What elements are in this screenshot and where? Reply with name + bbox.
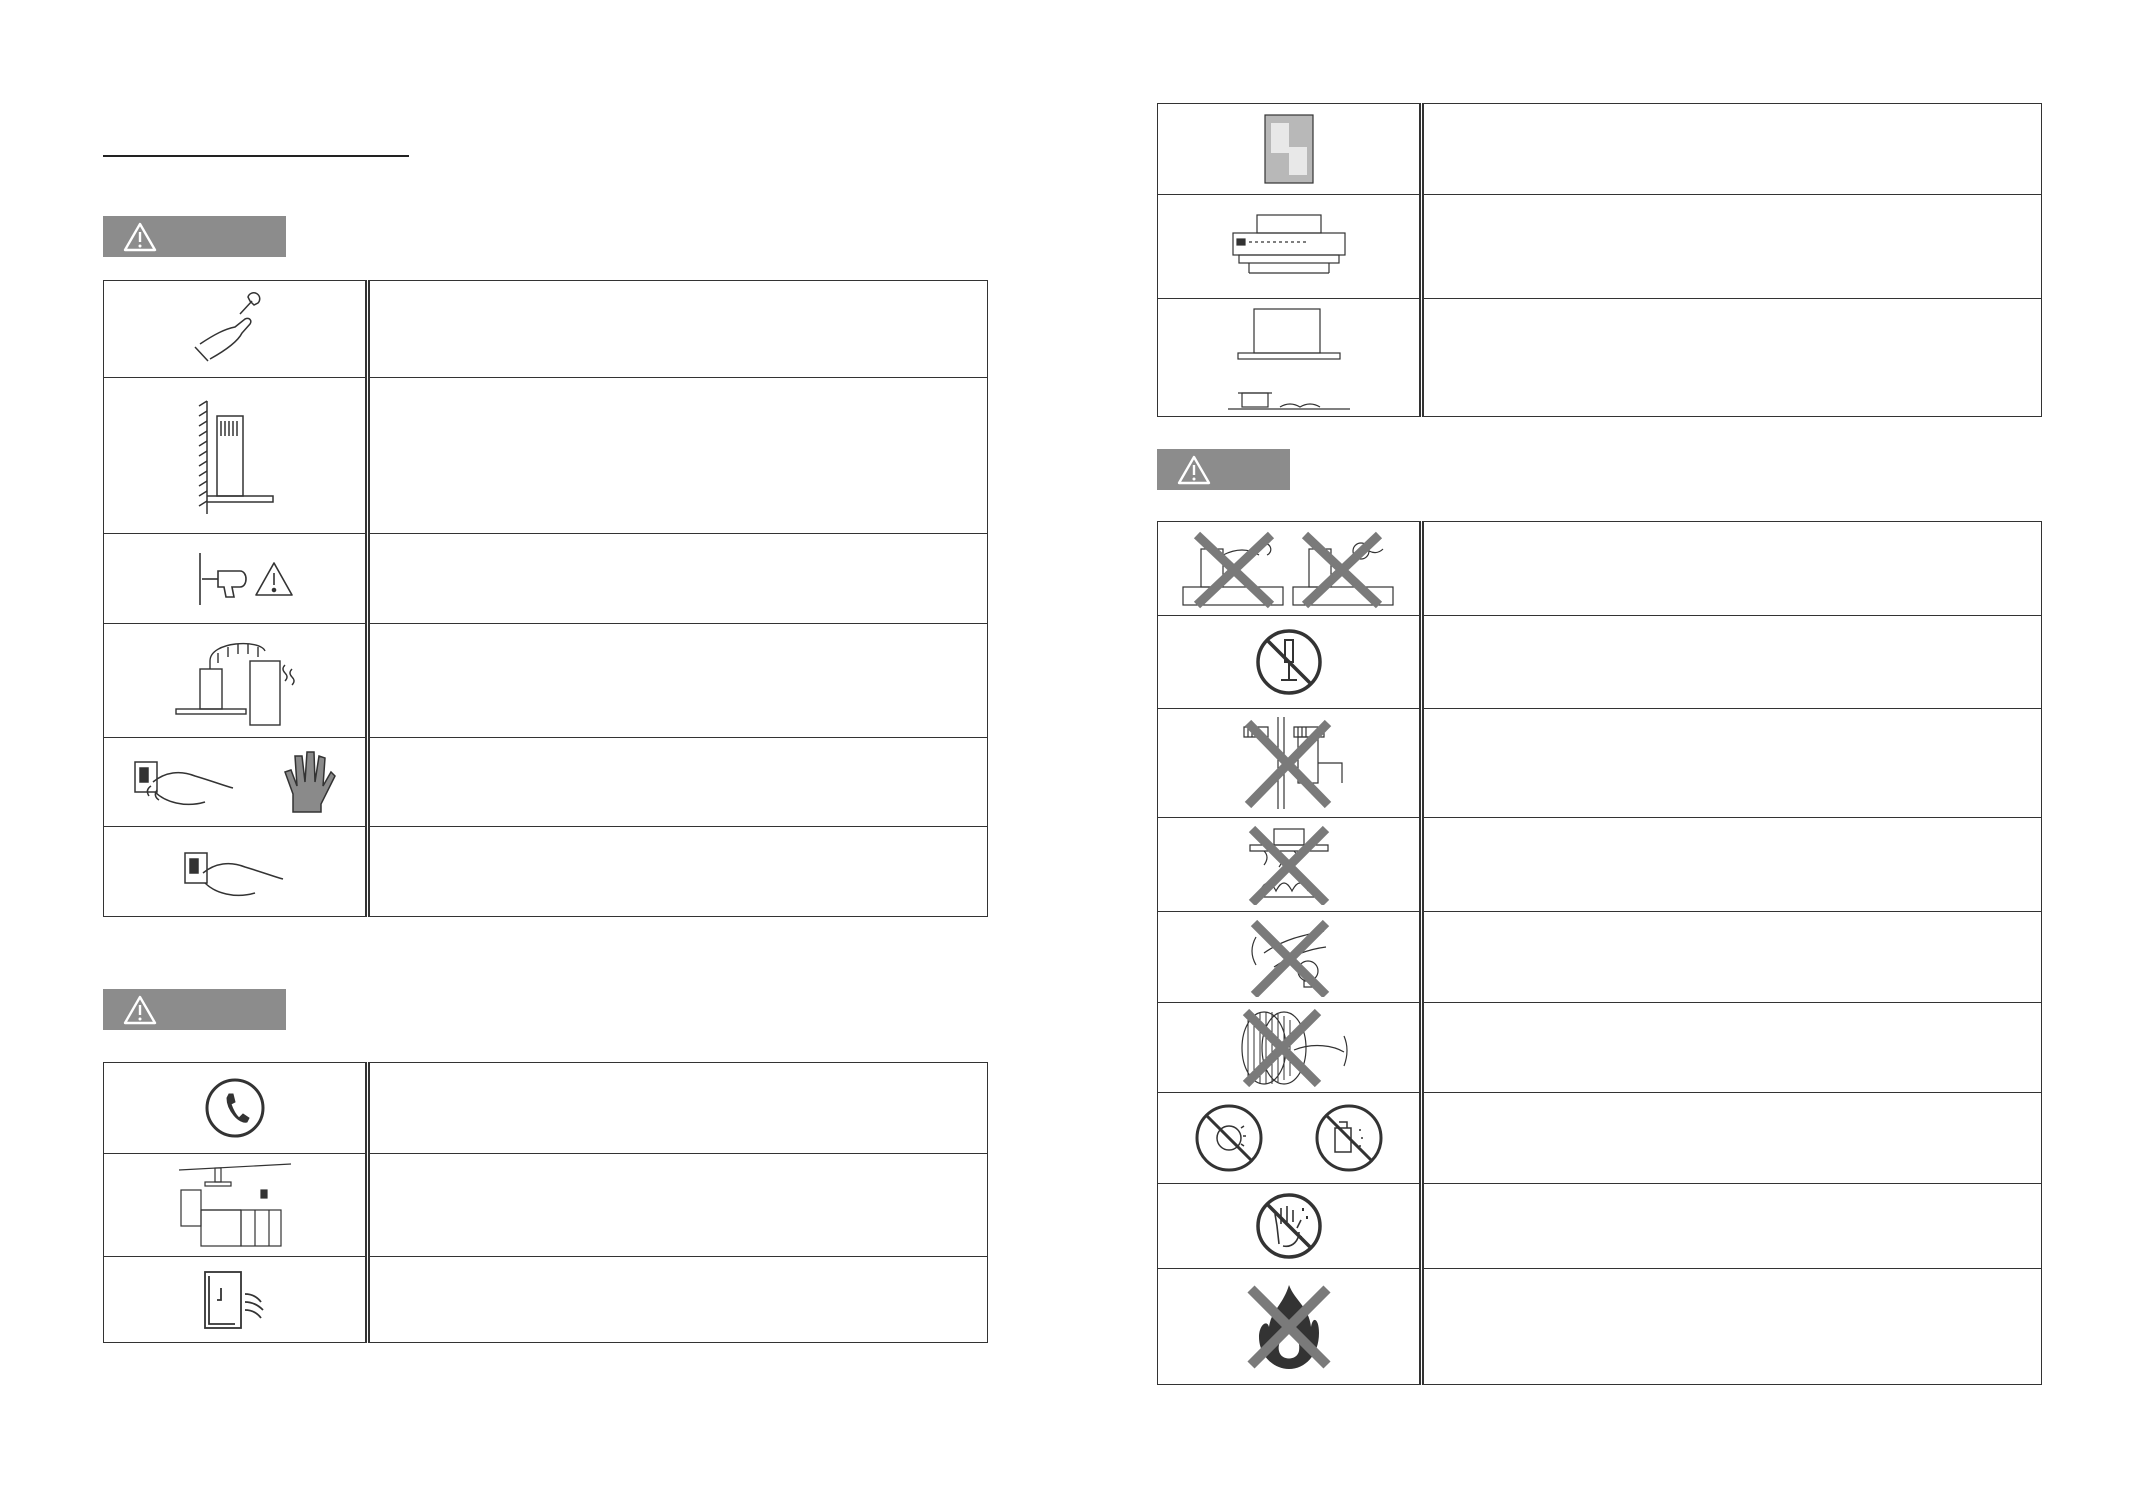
table-row [104, 1063, 988, 1154]
table-row [1158, 1184, 2042, 1269]
no-open-flame-under-hood-icon [1234, 825, 1344, 905]
table-row [104, 1257, 988, 1343]
wall-mounted-hood-icon [185, 396, 285, 516]
no-disassembly-icon [1253, 626, 1325, 698]
no-touch-lamp-icon [1234, 917, 1344, 997]
no-fire-icon [1239, 1277, 1339, 1377]
power-switch-icon [175, 837, 295, 907]
no-duct-through-wall-icon [1224, 713, 1354, 813]
installation-warning-table [103, 280, 988, 917]
manual-book-icon [1259, 111, 1319, 187]
warning-triangle-icon [1177, 455, 1211, 485]
section-heading-underline [103, 155, 409, 157]
phone-call-icon [203, 1076, 267, 1140]
hood-over-hob-icon [1214, 303, 1364, 413]
warning-banner [1157, 449, 1290, 490]
table-row [104, 378, 988, 534]
wall-drill-warning-icon [170, 549, 300, 609]
table-row [1158, 818, 2042, 912]
table-row [1158, 709, 2042, 818]
table-row [1158, 522, 2042, 616]
table-row [104, 534, 988, 624]
no-shared-duct-icon [1179, 529, 1399, 609]
table-row [1158, 195, 2042, 299]
table-row [104, 1154, 988, 1257]
hood-control-panel-icon [1229, 209, 1349, 285]
kitchen-installation-icon [175, 1160, 295, 1250]
installation-info-table [1157, 103, 2042, 417]
table-row [104, 738, 988, 827]
table-row [1158, 1269, 2042, 1385]
table-row [1158, 1003, 2042, 1093]
warning-triangle-icon [123, 222, 157, 252]
duct-near-heater-icon [170, 631, 300, 731]
power-switch-and-glove-icon [125, 742, 345, 822]
prohibition-table [1157, 521, 2042, 1385]
table-row [104, 281, 988, 378]
no-water-spray-icon [1189, 1100, 1389, 1176]
warning-triangle-icon [123, 995, 157, 1025]
warning-banner [103, 989, 286, 1030]
table-row [1158, 1093, 2042, 1184]
table-row [104, 827, 988, 917]
no-hand-in-fan-icon [1224, 1006, 1354, 1090]
table-row [1158, 299, 2042, 417]
no-wet-hands-icon [1253, 1190, 1325, 1262]
table-row [104, 624, 988, 738]
table-row [1158, 912, 2042, 1003]
table-row [1158, 616, 2042, 709]
door-airflow-icon [195, 1268, 275, 1332]
table-row [1158, 104, 2042, 195]
wrench-hand-icon [180, 289, 290, 369]
warning-banner [103, 216, 286, 257]
usage-warning-table [103, 1062, 988, 1343]
